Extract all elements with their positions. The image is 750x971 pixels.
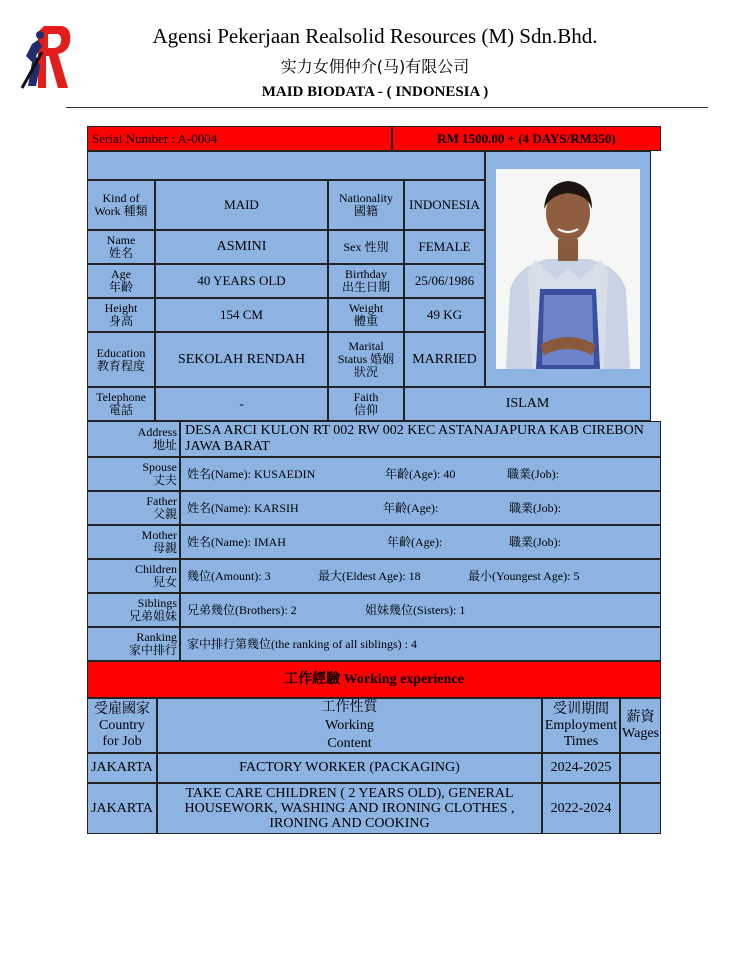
kind-label-text: Kind of Work 種類 bbox=[94, 191, 148, 218]
blank-row bbox=[87, 151, 485, 180]
company-name-zh: 实力女佣仲介(马)有限公司 bbox=[280, 57, 470, 76]
father-label-en: Father bbox=[146, 494, 177, 508]
spouse-label bbox=[87, 457, 180, 491]
spouse-job: 職業(Job): bbox=[507, 467, 559, 481]
mother-job: 職業(Job): bbox=[509, 535, 561, 549]
father-label bbox=[87, 491, 180, 525]
marital-label: Marital Status 婚姻狀況 bbox=[328, 332, 404, 387]
father-label-zh: 父親 bbox=[152, 507, 177, 521]
sex-value: FEMALE bbox=[404, 230, 485, 264]
ranking-label bbox=[87, 627, 180, 661]
exp-row-1-content: FACTORY WORKER (PACKAGING) bbox=[157, 753, 542, 783]
ranking-label-zh: 家中排行 bbox=[128, 643, 177, 657]
faith-value: ISLAM bbox=[404, 387, 651, 421]
company-name-en: Agensi Pekerjaan Realsolid Resources (M) Sdn.Bhd. bbox=[152, 24, 598, 48]
siblings-row bbox=[180, 593, 661, 627]
exp-row-1-times: 2024-2025 bbox=[542, 753, 620, 783]
address-label bbox=[87, 421, 180, 457]
col-times-header: 受训期間 Employment Times bbox=[542, 698, 620, 753]
education-value: SEKOLAH RENDAH bbox=[155, 332, 328, 387]
father-job: 職業(Job): bbox=[509, 501, 561, 515]
children-row bbox=[180, 559, 661, 593]
experience-title: 工作經驗 Working experience bbox=[87, 661, 661, 698]
address-label-zh: 地址 bbox=[152, 438, 177, 452]
exp-row-2-times: 2022-2024 bbox=[542, 783, 620, 834]
exp-row-2-country: JAKARTA bbox=[87, 783, 157, 834]
mother-label bbox=[87, 525, 180, 559]
spouse-label-en: Spouse bbox=[142, 460, 177, 474]
col-content-header: 工作性質 Working Content bbox=[157, 698, 542, 753]
sex-label: Sex 性別 bbox=[328, 230, 404, 264]
mother-row bbox=[180, 525, 661, 559]
siblings-label bbox=[87, 593, 180, 627]
ranking-label-en: Ranking bbox=[136, 630, 177, 644]
document-title: MAID BIODATA - ( INDONESIA ) bbox=[261, 84, 489, 100]
maid-photo bbox=[496, 169, 640, 369]
age-value: 40 YEARS OLD bbox=[155, 264, 328, 298]
birthday-value: 25/06/1986 bbox=[404, 264, 485, 298]
father-name: 姓名(Name): KARSIH bbox=[187, 501, 299, 515]
marital-value: MARRIED bbox=[404, 332, 485, 387]
nationality-value: INDONESIA bbox=[404, 180, 485, 230]
mother-name: 姓名(Name): IMAH bbox=[187, 535, 286, 549]
mother-label-en: Mother bbox=[141, 528, 177, 542]
name-label: Name 姓名 bbox=[87, 230, 155, 264]
birthday-label: Birthday 出生日期 bbox=[328, 264, 404, 298]
header-divider bbox=[66, 107, 708, 108]
father-age: 年齡(Age): bbox=[383, 501, 439, 515]
children-amount: 幾位(Amount): 3 bbox=[187, 569, 271, 583]
spouse-name: 姓名(Name): KUSAEDIN bbox=[187, 467, 316, 481]
children-youngest: 最小(Youngest Age): 5 bbox=[468, 569, 580, 583]
education-label: Education 教育程度 bbox=[87, 332, 155, 387]
siblings-sisters: 姐妹幾位(Sisters): 1 bbox=[365, 603, 466, 617]
mother-age: 年齡(Age): bbox=[387, 535, 443, 549]
kind-label bbox=[87, 180, 155, 230]
faith-label: Faith 信仰 bbox=[328, 387, 404, 421]
telephone-label: Telephone 電話 bbox=[87, 387, 155, 421]
ranking-row bbox=[180, 627, 661, 661]
children-label bbox=[87, 559, 180, 593]
name-value: ASMINI bbox=[155, 230, 328, 264]
address-value: DESA ARCI KULON RT 002 RW 002 KEC ASTANAJAPURA KAB CIREBON JAWA BARAT bbox=[180, 421, 661, 457]
siblings-label-zh: 兄弟姐妹 bbox=[128, 609, 177, 623]
weight-label: Weight 體重 bbox=[328, 298, 404, 332]
exp-row-2-wages bbox=[620, 783, 661, 834]
serial-number: Serial Number : A-0004 bbox=[87, 126, 392, 151]
price: RM 1500.00 + (4 DAYS/RM350) bbox=[392, 126, 661, 151]
height-value: 154 CM bbox=[155, 298, 328, 332]
col-wages-header: 薪資 Wages bbox=[620, 698, 661, 753]
spouse-row bbox=[180, 457, 661, 491]
mother-label-zh: 母親 bbox=[152, 541, 177, 555]
telephone-value: - bbox=[155, 387, 328, 421]
children-label-en: Children bbox=[135, 562, 177, 576]
siblings-label-en: Siblings bbox=[137, 596, 177, 610]
kind-value: MAID bbox=[155, 180, 328, 230]
spouse-label-zh: 丈夫 bbox=[152, 473, 177, 487]
ranking-value: 家中排行第幾位(the ranking of all siblings) : 4 bbox=[187, 637, 417, 651]
address-label-en: Address bbox=[137, 425, 177, 439]
col-country-header: 受雇國家 Country for Job bbox=[87, 698, 157, 753]
age-label: Age 年齡 bbox=[87, 264, 155, 298]
height-label: Height 身高 bbox=[87, 298, 155, 332]
spouse-age: 年齡(Age): 40 bbox=[385, 467, 456, 481]
father-row bbox=[180, 491, 661, 525]
exp-row-2-content: TAKE CARE CHILDREN ( 2 YEARS OLD), GENERAL HOUSEWORK, WASHING AND IRONING CLOTHES , IRONING AND COOKING bbox=[157, 783, 542, 834]
siblings-brothers: 兄弟幾位(Brothers): 2 bbox=[187, 603, 297, 617]
company-logo bbox=[18, 22, 72, 92]
exp-row-1-wages bbox=[620, 753, 661, 783]
children-eldest: 最大(Eldest Age): 18 bbox=[318, 569, 421, 583]
children-label-zh: 兒女 bbox=[152, 575, 177, 589]
nationality-label: Nationality 國籍 bbox=[328, 180, 404, 230]
exp-row-1-country: JAKARTA bbox=[87, 753, 157, 783]
weight-value: 49 KG bbox=[404, 298, 485, 332]
